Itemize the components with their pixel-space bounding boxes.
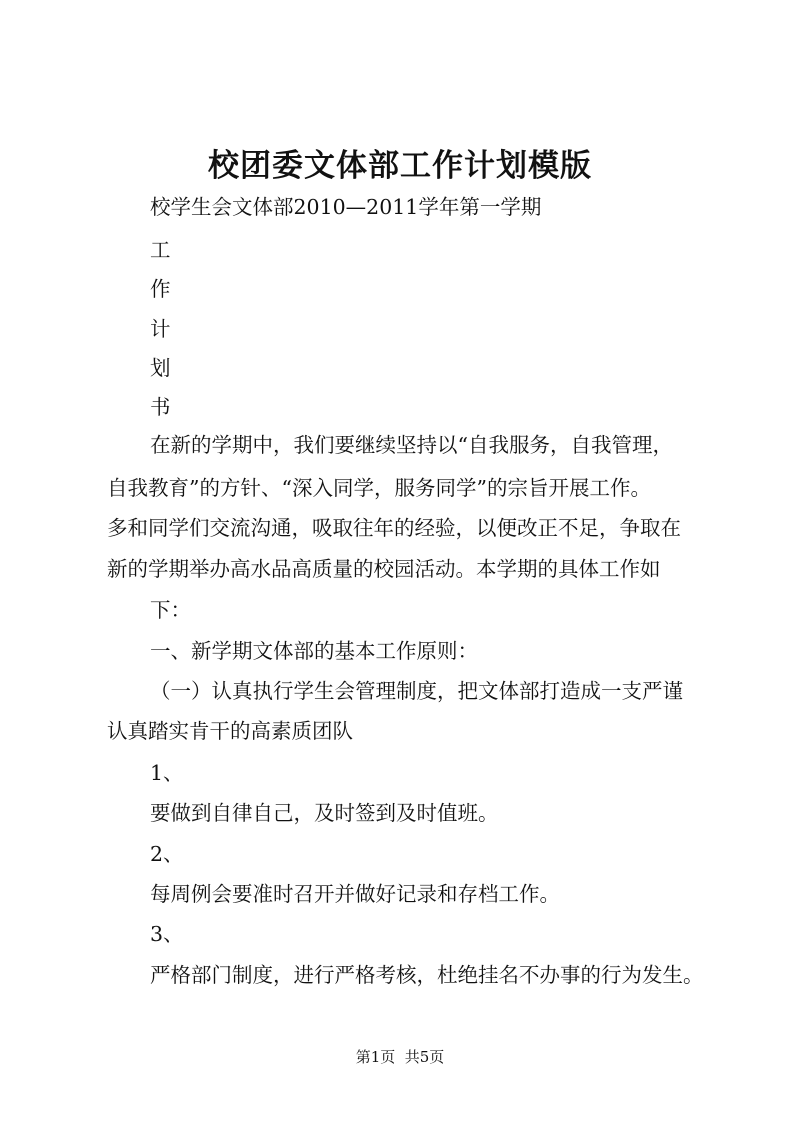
intro-paragraph-line: 自我教育”的方针、“深入同学，服务同学”的宗旨开展工作。 [107, 476, 651, 500]
item-number: 3、 [150, 922, 184, 946]
item-text: 每周例会要准时召开并做好记录和存档工作。 [150, 882, 560, 906]
vertical-heading-char: 书 [150, 395, 171, 419]
subtitle: 校学生会文体部2010—2011学年第一学期 [150, 195, 542, 219]
item-text: 要做到自律自己，及时签到及时值班。 [150, 801, 499, 825]
intro-paragraph-line: 新的学期举办高水品高质量的校园活动。本学期的具体工作如 [107, 557, 661, 581]
item-number: 2、 [150, 842, 184, 866]
intro-paragraph-line: 多和同学们交流沟通，吸取往年的经验，以便改正不足，争取在 [107, 516, 681, 540]
item-text: 严格部门制度，进行严格考核，杜绝挂名不办事的行为发生。 [150, 963, 704, 987]
document-title: 校团委文体部工作计划模版 [208, 148, 592, 184]
section-heading: 一、新学期文体部的基本工作原则： [150, 639, 478, 663]
intro-paragraph-line: 在新的学期中，我们要继续坚持以“自我服务，自我管理， [150, 433, 673, 457]
page-footer: 第1页 共5页 [355, 1048, 445, 1066]
vertical-heading-char: 划 [150, 356, 171, 380]
intro-paragraph-line: 下： [150, 598, 191, 622]
item-number: 1、 [150, 761, 184, 785]
subsection-heading-line: （一）认真执行学生会管理制度，把文体部打造成一支严谨 [150, 679, 683, 703]
vertical-heading-char: 计 [150, 317, 171, 341]
vertical-heading-char: 作 [150, 277, 171, 301]
vertical-heading-char: 工 [150, 238, 171, 262]
subsection-heading-line: 认真踏实肯干的高素质团队 [107, 719, 353, 743]
